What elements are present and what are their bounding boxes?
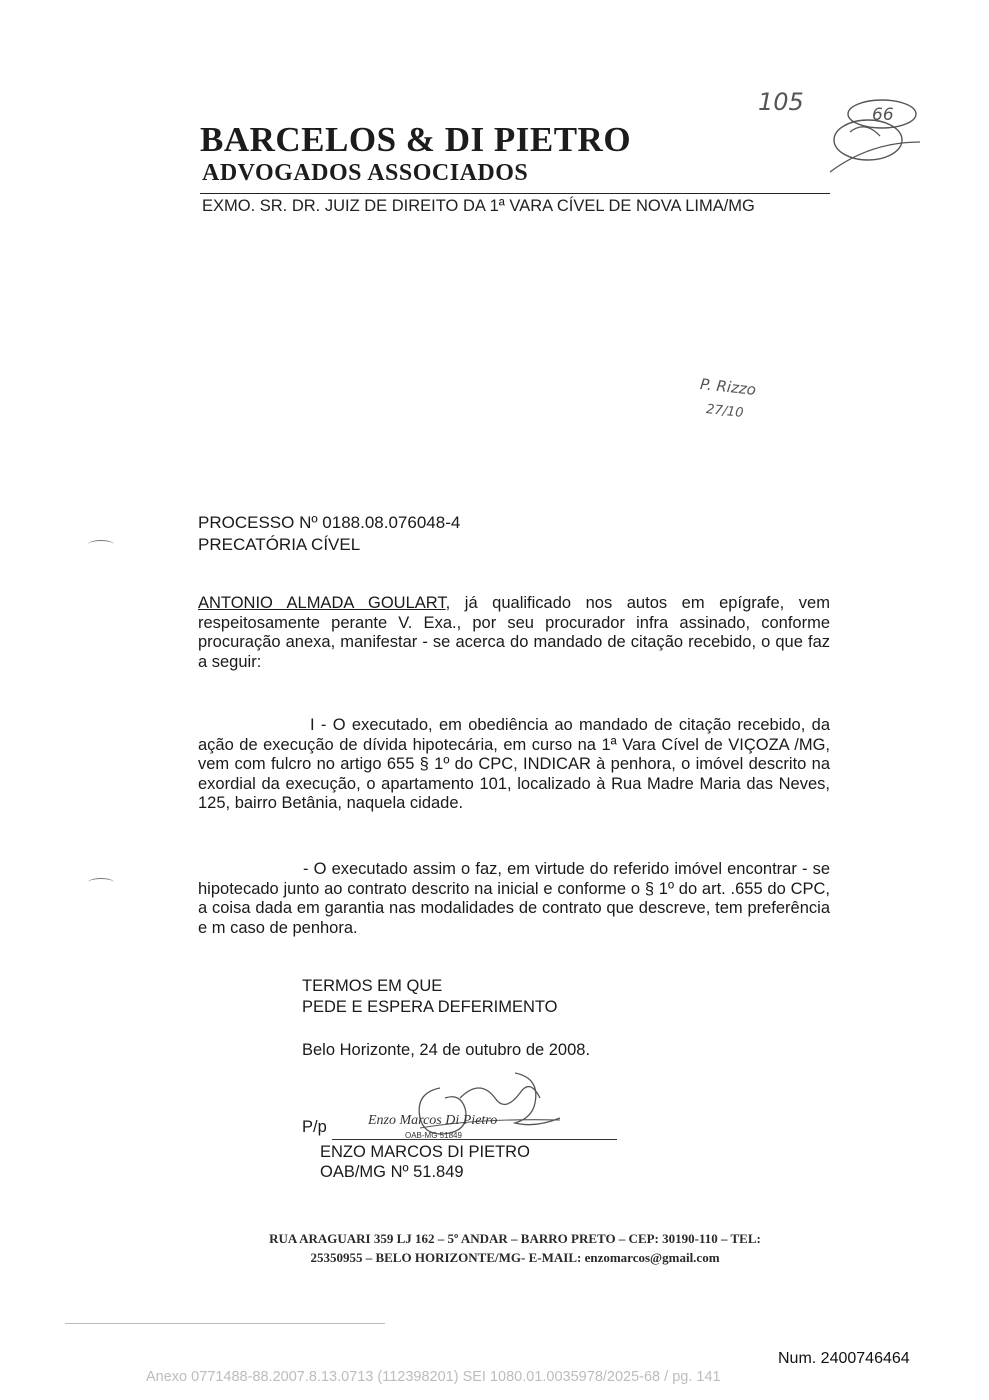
party-name: ANTONIO ALMADA GOULART bbox=[198, 594, 446, 612]
footer-rule bbox=[65, 1323, 385, 1324]
signer-name: ENZO MARCOS DI PIETRO bbox=[320, 1143, 530, 1161]
footer-address-line-2: 25350955 – BELO HORIZONTE/MG- E-MAIL: enzomarcos@gmail.com bbox=[310, 1250, 720, 1265]
closing-block bbox=[302, 976, 558, 1018]
svg-text:66: 66 bbox=[872, 105, 894, 125]
paragraph-item-2-text: - O executado assim o faz, em virtude do referido imóvel encontrar - se hipotecado junto ao contrato descrito na inicial e conforme o § 1º do art. .655 do CPC, a coisa dada em garantia nas modalidades de contrato que descreve, tem preferência e m caso de penhora. bbox=[198, 860, 830, 937]
signer-oab: OAB/MG Nº 51.849 bbox=[320, 1163, 464, 1181]
handwritten-annotation-2: 27/10 bbox=[705, 402, 745, 421]
date-line: Belo Horizonte, 24 de outubro de 2008. bbox=[302, 1041, 591, 1059]
document-number: Num. 2400746464 bbox=[778, 1350, 910, 1367]
annex-reference: Anexo 0771488-88.2007.8.13.0713 (112398201) SEI 1080.01.0035978/2025-68 / pg. 141 bbox=[146, 1369, 721, 1385]
paragraph-intro bbox=[198, 594, 830, 672]
handwritten-annotation-1: P. Rizzo bbox=[699, 375, 757, 399]
signature-stamp-oab: OAB-MG 51849 bbox=[405, 1131, 462, 1140]
per-procuration-label: P/p bbox=[302, 1118, 327, 1136]
paragraph-item-1-text: I - O executado, em obediência ao mandado de citação recebido, da ação de execução de dívida hipotecária, em curso na 1ª Vara Cível de VIÇOZA /MG, vem com fulcro no artigo 655 § 1º do CPC, INDICAR à penhora, o imóvel descrito na exordial da execução, o apartamento 101, localizado à Rua Madre Maria das Neves, 125, bairro Betânia, naquela cidade. bbox=[198, 716, 830, 812]
signature-line bbox=[332, 1139, 617, 1140]
process-number: PROCESSO Nº 0188.08.076048-4 bbox=[198, 513, 461, 532]
signature-stamp-name: Enzo Marcos Di Pietro bbox=[368, 1113, 498, 1128]
paragraph-intro-text: , já qualificado nos autos em epígrafe, vem respeitosamente perante V. Exa., por seu procurador infra assinado, conforme procuração anexa, manifestar - se acerca do mandado de citação recebido, o que faz a seguir: bbox=[198, 594, 830, 671]
firm-name: BARCELOS & DI PIETRO bbox=[200, 120, 632, 159]
letterhead-footer bbox=[200, 1229, 830, 1267]
paragraph-item-2 bbox=[198, 860, 830, 938]
scan-mark bbox=[88, 540, 114, 549]
handwritten-page-seal bbox=[820, 92, 930, 187]
footer-address-line-1: RUA ARAGUARI 359 LJ 162 – 5º ANDAR – BARRO PRETO – CEP: 30190-110 – TEL: bbox=[269, 1231, 761, 1246]
paragraph-item-1 bbox=[198, 716, 830, 814]
process-type: PRECATÓRIA CÍVEL bbox=[198, 535, 361, 554]
closing-line-1: TERMOS EM QUE bbox=[302, 977, 443, 995]
header-rule bbox=[200, 193, 830, 194]
addressee-line: EXMO. SR. DR. JUIZ DE DIREITO DA 1ª VARA CÍVEL DE NOVA LIMA/MG bbox=[202, 197, 755, 215]
scan-mark bbox=[88, 878, 114, 887]
closing-line-2: PEDE E ESPERA DEFERIMENTO bbox=[302, 998, 558, 1016]
handwritten-page-number: 105 bbox=[758, 88, 804, 116]
firm-subtitle: ADVOGADOS ASSOCIADOS bbox=[202, 160, 529, 186]
process-block bbox=[198, 512, 460, 556]
signer-block bbox=[320, 1142, 530, 1182]
